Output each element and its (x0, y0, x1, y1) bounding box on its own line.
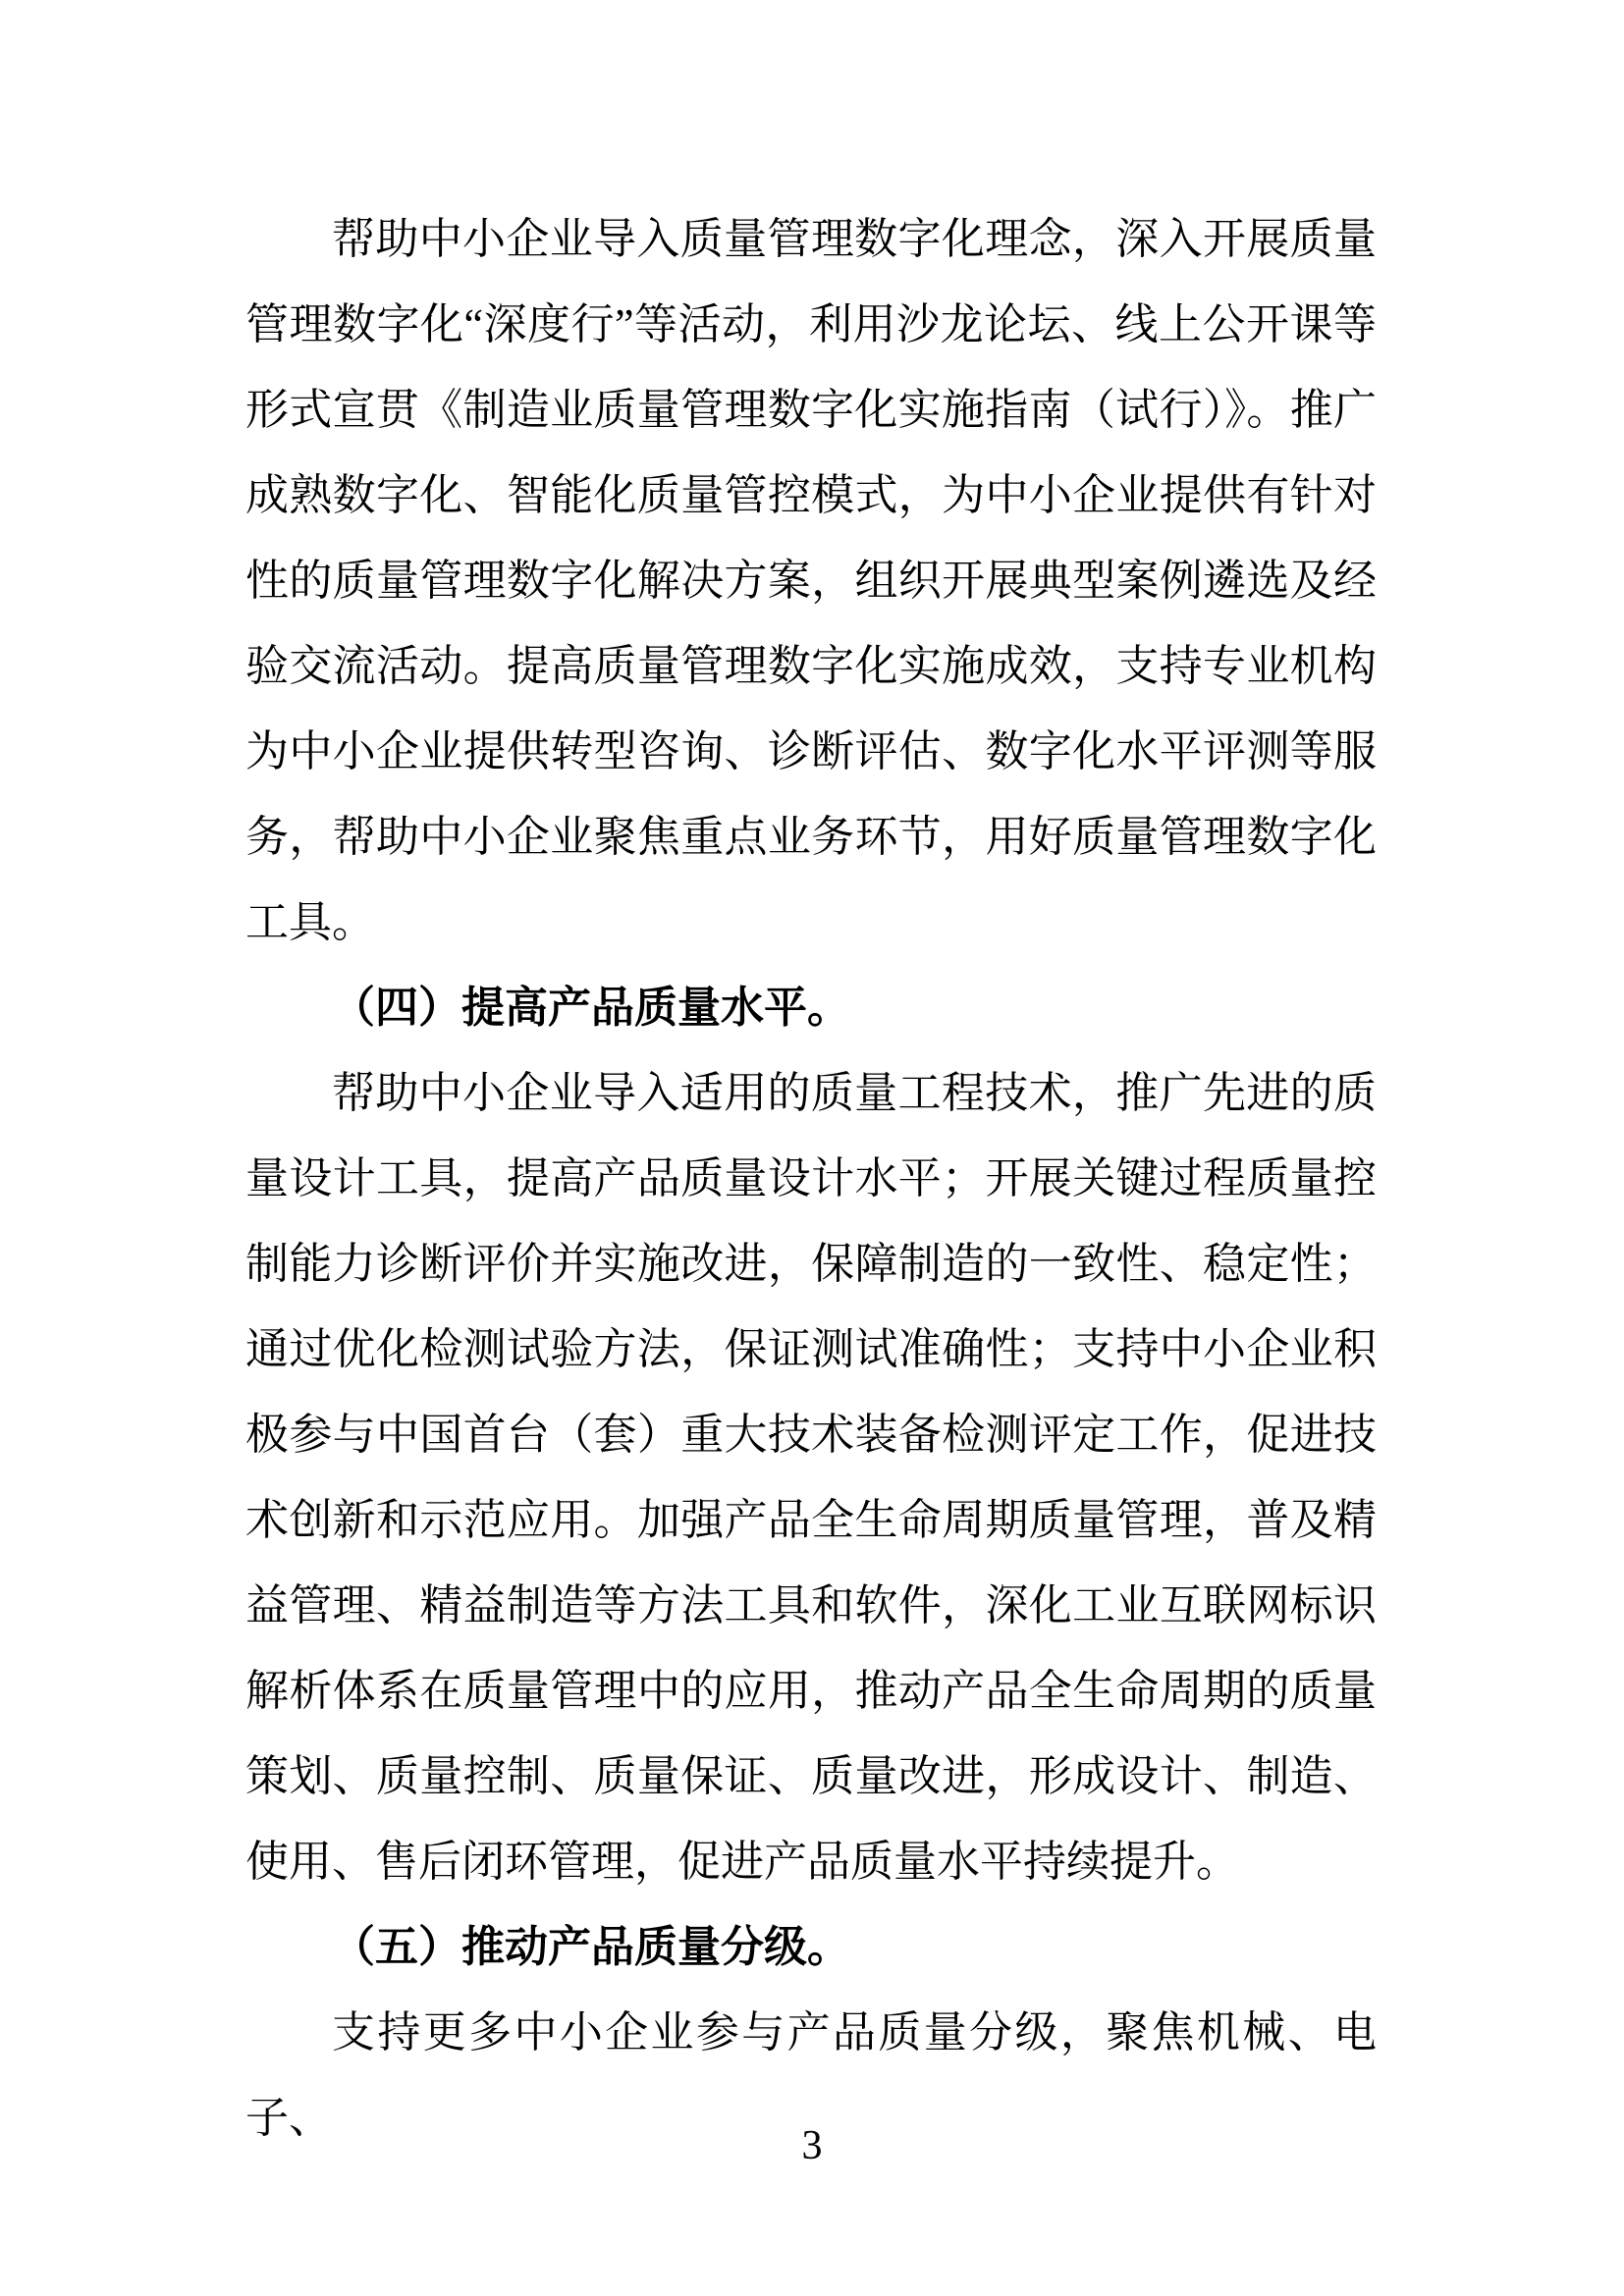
section-heading-4-product-quality-level: （四）提高产品质量水平。 (332, 984, 850, 1032)
body-paragraph-quality-engineering: 帮助中小企业导入适用的质量工程技术，推广先进的质量设计工具，提高产品质量设计水平；开展关键过程质量控制能力诊断评价并实施改进，保障制造的一致性、稳定性；通过优化检测试验方法，保证测试准确性；支持中小企业积极参与中国首台（套）重大技术装备检测评定工作，促进技术创新和示范应用。加强产品全生命周期质量管理，普及精益管理、精益制造等方法工具和软件，深化工业互联网标识解析体系在质量管理中的应用，推动产品全生命周期的质量策划、质量控制、质量保证、质量改进，形成设计、制造、使用、售后闭环管理，促进产品质量水平持续提升。 (245, 1069, 1377, 1886)
body-paragraph-quality-digitalization: 帮助中小企业导入质量管理数字化理念，深入开展质量管理数字化“深度行”等活动，利用沙龙论坛、线上公开课等形式宣贯《制造业质量管理数字化实施指南（试行）》。推广成熟数字化、智能化质量管控模式，为中小企业提供有针对性的质量管理数字化解决方案，组织开展典型案例遴选及经验交流活动。提高质量管理数字化实施成效，支持专业机构为中小企业提供转型咨询、诊断评估、数字化水平评测等服务，帮助中小企业聚焦重点业务环节，用好质量管理数字化工具。 (245, 215, 1377, 946)
page-number: 3 (801, 2123, 823, 2168)
body-paragraph-quality-grading-truncated: 支持更多中小企业参与产品质量分级，聚焦机械、电子、 (245, 2008, 1377, 2142)
text-block (245, 196, 1377, 2161)
section-heading-5-product-quality-grading: （五）推动产品质量分级。 (332, 1923, 850, 1971)
